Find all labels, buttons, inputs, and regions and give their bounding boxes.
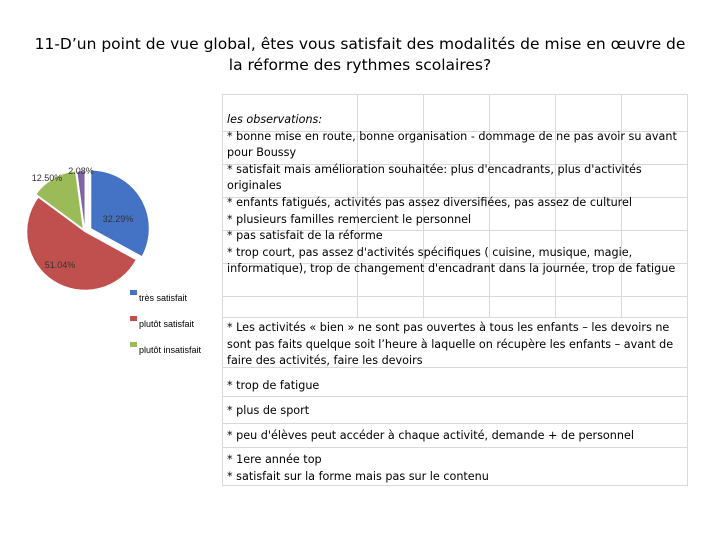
observations-heading: les observations: [227, 113, 323, 126]
grid-line [222, 396, 688, 397]
grid-line [687, 94, 688, 486]
grid-line [222, 94, 223, 486]
observations-block-1 [227, 112, 687, 278]
observations-block-3: * trop de fatigue [227, 379, 320, 392]
legend-label: plutôt insatisfait [139, 345, 202, 355]
observations-block-4: * plus de sport [227, 404, 310, 417]
legend-label: plutôt satisfait [139, 319, 195, 329]
grid-line [222, 296, 688, 297]
grid-line [222, 447, 688, 448]
grid-line [222, 94, 688, 95]
pie-chart [0, 0, 230, 300]
legend-swatch [130, 290, 137, 295]
grid-line [222, 423, 688, 424]
legend-label: très satisfait [139, 293, 188, 303]
observations-block-5: * peu d'élèves peut accéder à chaque activité, demande + de personnel [227, 429, 634, 442]
pie-data-label-1: 51.04% [44, 260, 76, 270]
grid-line [222, 317, 688, 318]
page-title: 11-D’un point de vue global, êtes vous satisfait des modalités de mise en œuvre de la réforme des rythmes scolaires? [34, 35, 686, 74]
observations-text: * bonne mise en route, bonne organisation - dommage de ne pas avoir su avant pour Boussy * satisfait mais amélioration souhaitée: plus d'encadrants, plus d'activités originales * enfants fatigués, activités pas assez diversifiées, pas assez de culturel * plusieurs familles remercient le personnel * pas satisfait de la réforme * trop court, pas assez d'activités spécifiques ( cuisine, musique, magie, informatique), trop de changement d'encadrant dans la journée, trop de fatigue [227, 129, 677, 276]
legend-swatch [130, 342, 137, 347]
observations-block-6: * 1ere année top * satisfait sur la forme mais pas sur le contenu [227, 453, 489, 483]
pie-data-label-2: 12.50% [31, 173, 63, 183]
legend-swatch [130, 316, 137, 321]
pie-data-label-0: 32.29% [102, 214, 134, 224]
observations-block-2: * Les activités « bien » ne sont pas ouvertes à tous les enfants – les devoirs ne sont pas faits quelque soit l’heure à laquelle on récupère les enfants – avant de faire des activités, faire les devoirs [227, 321, 674, 368]
pie-data-label-3: 2.08% [68, 166, 94, 176]
observations-table [222, 94, 688, 486]
